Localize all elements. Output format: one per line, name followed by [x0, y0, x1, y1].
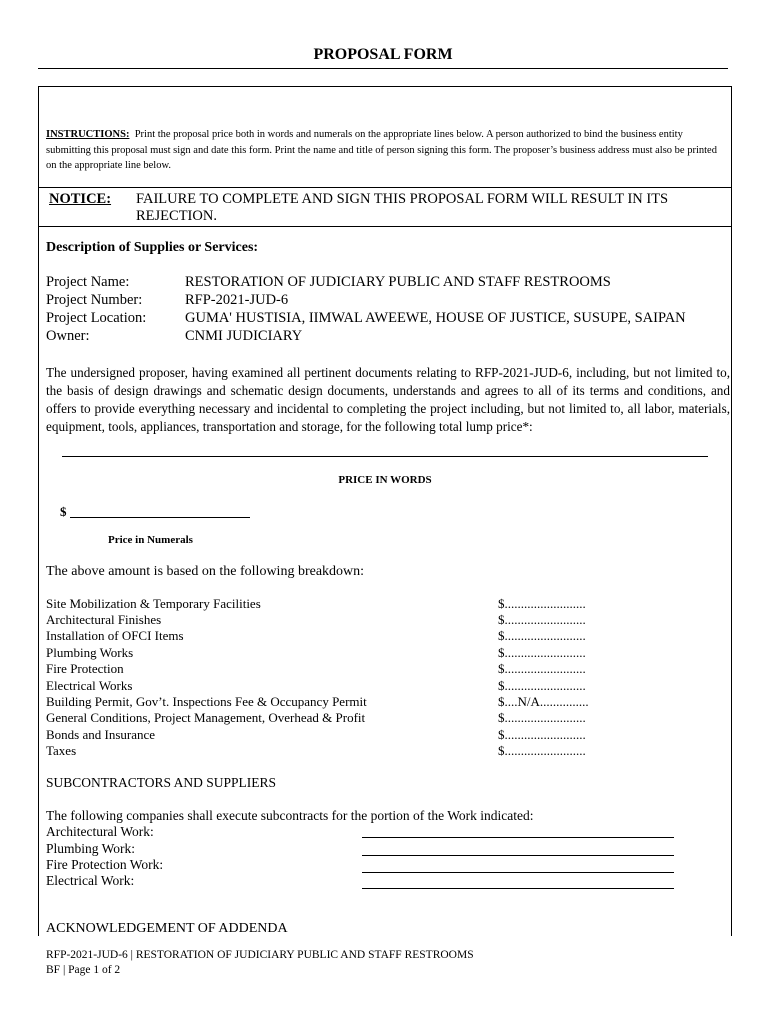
breakdown-item: General Conditions, Project Management, Overhead & Profit [46, 710, 366, 725]
project-value: CNMI JUDICIARY [185, 328, 303, 344]
instructions-block [46, 127, 724, 174]
price-in-words-field[interactable] [62, 456, 708, 457]
instructions-label: INSTRUCTIONS: [46, 129, 130, 140]
breakdown-item: Electrical Works [46, 678, 133, 693]
notice-text: FAILURE TO COMPLETE AND SIGN THIS PROPOSAL FORM WILL RESULT IN ITS REJECTION. [136, 191, 669, 224]
subcontractors-heading: SUBCONTRACTORS AND SUPPLIERS [46, 775, 277, 790]
form-frame-right [731, 86, 732, 936]
form-frame-top [38, 86, 732, 87]
acknowledgement-heading: ACKNOWLEDGEMENT OF ADDENDA [46, 921, 288, 936]
project-value: RESTORATION OF JUDICIARY PUBLIC AND STAFF RESTROOMS [185, 274, 611, 290]
project-key: Project Location: [46, 310, 147, 326]
project-value: GUMA' HUSTISIA, IIMWAL AWEEWE, HOUSE OF JUSTICE, SUSUPE, SAIPAN [185, 310, 686, 326]
price-in-words-label: PRICE IN WORDS [338, 474, 432, 486]
subcontract-label: Electrical Work: [46, 873, 135, 888]
dollar-sign: $ [60, 504, 67, 519]
breakdown-item: Installation of OFCI Items [46, 628, 184, 643]
breakdown-item: Architectural Finishes [46, 612, 162, 627]
subcontract-label: Architectural Work: [46, 824, 154, 839]
breakdown-amount-field[interactable]: $......................... [498, 612, 586, 627]
subcontractors-intro: The following companies shall execute subcontracts for the portion of the Work indicated: [46, 808, 534, 823]
title-divider [38, 68, 728, 69]
breakdown-amount-field[interactable]: $......................... [498, 628, 586, 643]
subcontract-field[interactable] [362, 872, 674, 873]
breakdown-intro: The above amount is based on the following breakdown: [46, 564, 365, 579]
terms-paragraph: The undersigned proposer, having examined all pertinent documents relating to RFP-2021-JUD-6, including, but not limited to, the basis of design drawings and schematic design documents, understands and agrees to all of its terms and conditions, and offers to provide everything necessary and incidental to completing the project including, but not limited to, all labor, materials, equipment, tools, appliances, transportation and storage, for the following total lump price*: [46, 365, 730, 434]
price-in-numerals-field[interactable] [70, 517, 250, 518]
notice-label: NOTICE: [49, 191, 112, 207]
breakdown-amount-field[interactable]: $......................... [498, 678, 586, 693]
breakdown-amount-field[interactable]: $......................... [498, 727, 586, 742]
subcontract-field[interactable] [362, 888, 674, 889]
subcontract-field[interactable] [362, 855, 674, 856]
breakdown-item: Taxes [46, 743, 77, 758]
subcontract-label: Plumbing Work: [46, 841, 136, 856]
breakdown-amount-field[interactable]: $......................... [498, 596, 586, 611]
form-title: PROPOSAL FORM [313, 46, 453, 63]
subcontract-label: Fire Protection Work: [46, 857, 164, 872]
form-frame-left [38, 86, 39, 936]
price-in-numerals-label: Price in Numerals [108, 534, 193, 546]
breakdown-amount-field[interactable]: $....N/A............... [498, 694, 589, 709]
breakdown-amount-field[interactable]: $......................... [498, 710, 586, 725]
subcontract-field[interactable] [362, 837, 674, 838]
project-key: Project Number: [46, 292, 143, 308]
breakdown-item: Plumbing Works [46, 645, 134, 660]
breakdown-amount-field[interactable]: $......................... [498, 743, 586, 758]
breakdown-amount-field[interactable]: $......................... [498, 645, 586, 660]
notice-divider-top [38, 187, 732, 188]
breakdown-item: Fire Protection [46, 661, 124, 676]
breakdown-item: Site Mobilization & Temporary Facilities [46, 596, 261, 611]
footer-page-number: BF | Page 1 of 2 [46, 964, 121, 976]
footer-line: RFP-2021-JUD-6 | RESTORATION OF JUDICIARY PUBLIC AND STAFF RESTROOMS [46, 949, 474, 961]
description-heading: Description of Supplies or Services: [46, 240, 259, 255]
instructions-text: Print the proposal price both in words and numerals on the appropriate lines below. A person authorized to bind the business entity submitting this proposal must sign and date this form. Print the name and title of person signing this form. The proposer’s business address must also be printed on the appropriate line below. [46, 129, 717, 171]
project-value: RFP-2021-JUD-6 [185, 292, 289, 308]
breakdown-item: Bonds and Insurance [46, 727, 156, 742]
project-key: Owner: [46, 328, 90, 344]
project-key: Project Name: [46, 274, 130, 290]
breakdown-amount-field[interactable]: $......................... [498, 661, 586, 676]
breakdown-item: Building Permit, Gov’t. Inspections Fee & Occupancy Permit [46, 694, 367, 709]
notice-divider-bottom [38, 226, 732, 227]
